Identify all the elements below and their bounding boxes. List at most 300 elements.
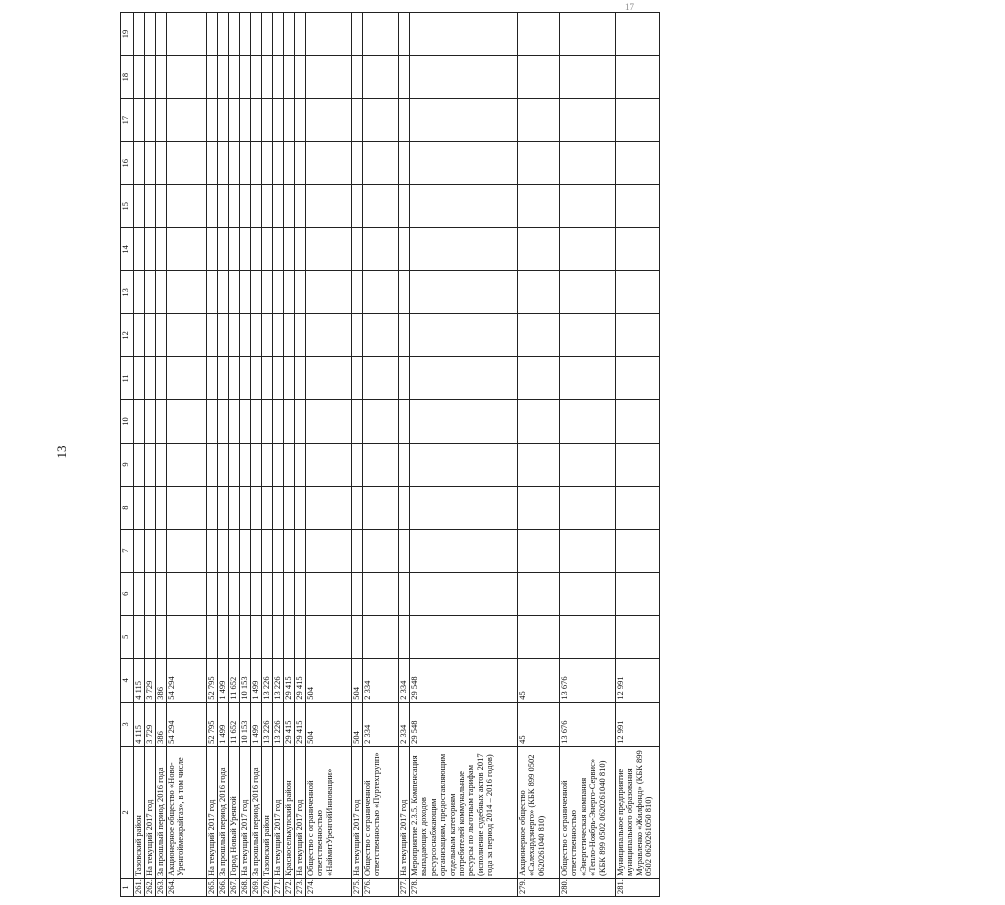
cell-c4: 504 xyxy=(306,658,352,702)
cell-c4: 10 153 xyxy=(240,658,251,702)
cell-empty xyxy=(251,486,262,529)
cell-empty xyxy=(207,228,218,271)
cell-no: 271. xyxy=(273,878,284,896)
cell-empty xyxy=(616,142,660,185)
cell-empty xyxy=(262,142,273,185)
cell-empty xyxy=(156,314,167,357)
column-header: 2 xyxy=(121,746,134,878)
column-header: 19 xyxy=(121,13,134,56)
cell-name: Город Новый Уренгой xyxy=(229,746,240,878)
cell-empty xyxy=(518,529,560,572)
column-header: 11 xyxy=(121,357,134,400)
cell-empty xyxy=(156,13,167,56)
cell-empty xyxy=(273,357,284,400)
cell-name: Общество с ограниченной ответственностью «НаймитУренгойИнновации» xyxy=(306,746,352,878)
cell-name: За прошлый период 2016 года xyxy=(251,746,262,878)
cell-empty xyxy=(218,615,229,658)
cell-empty xyxy=(560,228,616,271)
cell-empty xyxy=(518,400,560,443)
cell-empty xyxy=(167,486,207,529)
cell-empty xyxy=(295,486,306,529)
cell-empty xyxy=(156,142,167,185)
column-header: 9 xyxy=(121,443,134,486)
cell-empty xyxy=(295,357,306,400)
column-header: 4 xyxy=(121,658,134,702)
cell-empty xyxy=(156,357,167,400)
table-row xyxy=(295,13,306,897)
cell-empty xyxy=(240,99,251,142)
cell-empty xyxy=(207,314,218,357)
cell-empty xyxy=(363,486,399,529)
cell-empty xyxy=(616,228,660,271)
table-row xyxy=(251,13,262,897)
rotated-table-wrapper xyxy=(120,12,654,897)
cell-empty xyxy=(240,185,251,228)
cell-empty xyxy=(363,314,399,357)
cell-c3: 54 294 xyxy=(167,702,207,746)
cell-empty xyxy=(352,56,363,99)
cell-name: Тазовский район xyxy=(262,746,273,878)
cell-empty xyxy=(240,357,251,400)
cell-empty xyxy=(284,314,295,357)
column-header: 18 xyxy=(121,56,134,99)
data-table xyxy=(120,12,660,897)
cell-empty xyxy=(167,400,207,443)
column-header: 17 xyxy=(121,99,134,142)
cell-empty xyxy=(518,443,560,486)
cell-name: Тазовский район xyxy=(134,746,145,878)
cell-empty xyxy=(306,228,352,271)
cell-empty xyxy=(218,142,229,185)
column-header: 3 xyxy=(121,702,134,746)
cell-empty xyxy=(262,185,273,228)
cell-empty xyxy=(262,443,273,486)
cell-empty xyxy=(207,529,218,572)
cell-empty xyxy=(352,529,363,572)
cell-empty xyxy=(229,228,240,271)
cell-empty xyxy=(167,529,207,572)
cell-no: 280. xyxy=(560,878,616,896)
cell-empty xyxy=(167,228,207,271)
cell-empty xyxy=(134,529,145,572)
cell-name: На текущий 2017 год xyxy=(352,746,363,878)
cell-empty xyxy=(229,271,240,314)
cell-empty xyxy=(616,572,660,615)
cell-empty xyxy=(295,314,306,357)
cell-empty xyxy=(399,142,410,185)
cell-empty xyxy=(240,13,251,56)
cell-empty xyxy=(251,228,262,271)
cell-empty xyxy=(207,99,218,142)
cell-empty xyxy=(352,400,363,443)
cell-empty xyxy=(218,13,229,56)
cell-empty xyxy=(207,185,218,228)
cell-empty xyxy=(518,56,560,99)
cell-empty xyxy=(240,572,251,615)
cell-empty xyxy=(518,99,560,142)
cell-empty xyxy=(251,400,262,443)
column-header: 14 xyxy=(121,228,134,271)
cell-empty xyxy=(295,271,306,314)
cell-empty xyxy=(229,357,240,400)
cell-name: Акционерное общество «Салехардэнерго» (КБК 899 0502 0620261040 810) xyxy=(518,746,560,878)
cell-c4: 13 676 xyxy=(560,658,616,702)
cell-empty xyxy=(518,13,560,56)
cell-empty xyxy=(240,443,251,486)
cell-c4: 3 729 xyxy=(145,658,156,702)
cell-empty xyxy=(134,572,145,615)
cell-no: 266. xyxy=(218,878,229,896)
cell-empty xyxy=(518,228,560,271)
cell-empty xyxy=(306,271,352,314)
cell-name: За прошлый период 2016 года xyxy=(156,746,167,878)
cell-empty xyxy=(251,314,262,357)
table-row xyxy=(218,13,229,897)
cell-c4: 2 334 xyxy=(363,658,399,702)
cell-empty xyxy=(306,486,352,529)
cell-empty xyxy=(240,529,251,572)
table-sheet xyxy=(120,12,1005,894)
cell-name: На текущий 2017 год xyxy=(207,746,218,878)
cell-name: Акционерное общество «Ново-Уренгоймежрайгаз», в том числе xyxy=(167,746,207,878)
cell-empty xyxy=(363,443,399,486)
cell-empty xyxy=(352,486,363,529)
cell-empty xyxy=(273,615,284,658)
cell-empty xyxy=(518,615,560,658)
cell-empty xyxy=(145,400,156,443)
cell-empty xyxy=(207,486,218,529)
cell-empty xyxy=(284,13,295,56)
cell-empty xyxy=(229,486,240,529)
cell-empty xyxy=(145,56,156,99)
cell-empty xyxy=(156,228,167,271)
cell-no: 278. xyxy=(410,878,518,896)
cell-empty xyxy=(167,142,207,185)
cell-empty xyxy=(134,357,145,400)
cell-empty xyxy=(284,400,295,443)
cell-empty xyxy=(240,615,251,658)
cell-empty xyxy=(218,572,229,615)
table-row xyxy=(156,13,167,897)
cell-c3: 12 991 xyxy=(616,702,660,746)
cell-empty xyxy=(295,529,306,572)
cell-empty xyxy=(134,56,145,99)
cell-empty xyxy=(167,271,207,314)
cell-c3: 504 xyxy=(352,702,363,746)
cell-empty xyxy=(295,142,306,185)
cell-c4: 13 226 xyxy=(273,658,284,702)
cell-empty xyxy=(145,99,156,142)
cell-empty xyxy=(262,314,273,357)
cell-empty xyxy=(145,529,156,572)
cell-c4: 1 499 xyxy=(218,658,229,702)
cell-empty xyxy=(284,142,295,185)
cell-empty xyxy=(306,572,352,615)
cell-no: 277. xyxy=(399,878,410,896)
corner-mark: 17 xyxy=(625,2,634,12)
cell-c4: 4 115 xyxy=(134,658,145,702)
cell-empty xyxy=(251,99,262,142)
cell-no: 279. xyxy=(518,878,560,896)
cell-empty xyxy=(352,271,363,314)
cell-empty xyxy=(145,357,156,400)
cell-empty xyxy=(284,615,295,658)
cell-empty xyxy=(262,271,273,314)
cell-empty xyxy=(306,56,352,99)
cell-c3: 52 795 xyxy=(207,702,218,746)
cell-empty xyxy=(273,271,284,314)
cell-empty xyxy=(156,99,167,142)
cell-empty xyxy=(284,56,295,99)
cell-empty xyxy=(363,99,399,142)
cell-empty xyxy=(273,314,284,357)
cell-c3: 29 548 xyxy=(410,702,518,746)
cell-empty xyxy=(273,572,284,615)
cell-empty xyxy=(207,443,218,486)
cell-empty xyxy=(560,572,616,615)
cell-empty xyxy=(156,615,167,658)
cell-empty xyxy=(363,357,399,400)
cell-empty xyxy=(363,56,399,99)
cell-empty xyxy=(306,314,352,357)
cell-empty xyxy=(284,357,295,400)
cell-empty xyxy=(262,99,273,142)
cell-empty xyxy=(560,271,616,314)
cell-name: Мероприятие 2.3.5. Компенсация выпадающих доходов ресурсоснабжающим организациям, предоставляющим отдельным категориям потребителей коммунальные ресурсы по льготным тарифам (исполнение судебных актов 2017 года за период 2014 – 2016 годов) xyxy=(410,746,518,878)
cell-empty xyxy=(560,486,616,529)
cell-empty xyxy=(218,99,229,142)
cell-empty xyxy=(399,99,410,142)
cell-empty xyxy=(240,56,251,99)
cell-empty xyxy=(145,486,156,529)
column-header: 5 xyxy=(121,615,134,658)
cell-empty xyxy=(518,185,560,228)
cell-empty xyxy=(262,56,273,99)
cell-empty xyxy=(262,615,273,658)
cell-c3: 13 226 xyxy=(262,702,273,746)
column-header: 13 xyxy=(121,271,134,314)
cell-name: Общество с ограниченной ответственностью «Энергетическая компания «Тепло-Ноябрь-Энерго-Сервис» (КБК 899 0502 0620261040 810) xyxy=(560,746,616,878)
cell-empty xyxy=(560,13,616,56)
cell-empty xyxy=(218,271,229,314)
table-row xyxy=(306,13,352,897)
cell-empty xyxy=(273,228,284,271)
cell-c3: 11 652 xyxy=(229,702,240,746)
cell-empty xyxy=(240,486,251,529)
cell-empty xyxy=(218,443,229,486)
cell-empty xyxy=(616,56,660,99)
cell-name: За прошлый период 2016 года xyxy=(218,746,229,878)
cell-empty xyxy=(560,615,616,658)
cell-empty xyxy=(560,400,616,443)
cell-empty xyxy=(560,529,616,572)
cell-empty xyxy=(410,572,518,615)
table-row xyxy=(134,13,145,897)
cell-empty xyxy=(306,357,352,400)
cell-no: 275. xyxy=(352,878,363,896)
cell-empty xyxy=(229,314,240,357)
cell-empty xyxy=(251,357,262,400)
cell-c4: 386 xyxy=(156,658,167,702)
cell-empty xyxy=(410,271,518,314)
cell-empty xyxy=(410,615,518,658)
cell-empty xyxy=(363,185,399,228)
cell-empty xyxy=(229,572,240,615)
cell-empty xyxy=(156,185,167,228)
cell-empty xyxy=(167,99,207,142)
cell-empty xyxy=(262,400,273,443)
cell-empty xyxy=(145,615,156,658)
cell-empty xyxy=(616,400,660,443)
cell-empty xyxy=(156,56,167,99)
cell-empty xyxy=(410,185,518,228)
table-row xyxy=(363,13,399,897)
cell-c4: 54 294 xyxy=(167,658,207,702)
cell-c4: 29 415 xyxy=(295,658,306,702)
cell-empty xyxy=(207,271,218,314)
cell-c3: 1 499 xyxy=(218,702,229,746)
cell-empty xyxy=(167,572,207,615)
cell-empty xyxy=(616,443,660,486)
cell-c4: 45 xyxy=(518,658,560,702)
cell-empty xyxy=(262,228,273,271)
cell-name: На текущий 2017 год xyxy=(240,746,251,878)
column-header: 6 xyxy=(121,572,134,615)
cell-empty xyxy=(229,13,240,56)
cell-empty xyxy=(145,443,156,486)
column-header: 16 xyxy=(121,142,134,185)
cell-no: 270. xyxy=(262,878,273,896)
cell-empty xyxy=(518,357,560,400)
cell-empty xyxy=(262,486,273,529)
cell-empty xyxy=(363,572,399,615)
cell-empty xyxy=(518,314,560,357)
cell-name: На текущий 2017 год xyxy=(273,746,284,878)
cell-empty xyxy=(207,142,218,185)
cell-c3: 386 xyxy=(156,702,167,746)
cell-empty xyxy=(295,572,306,615)
table-row xyxy=(518,13,560,897)
cell-empty xyxy=(273,400,284,443)
cell-empty xyxy=(273,56,284,99)
table-row xyxy=(207,13,218,897)
cell-empty xyxy=(560,142,616,185)
table-row xyxy=(229,13,240,897)
cell-empty xyxy=(134,486,145,529)
cell-no: 263. xyxy=(156,878,167,896)
cell-empty xyxy=(240,271,251,314)
cell-empty xyxy=(218,357,229,400)
cell-empty xyxy=(399,443,410,486)
cell-empty xyxy=(410,56,518,99)
cell-empty xyxy=(399,486,410,529)
cell-c3: 45 xyxy=(518,702,560,746)
cell-empty xyxy=(399,56,410,99)
cell-empty xyxy=(399,13,410,56)
cell-empty xyxy=(218,228,229,271)
cell-c4: 12 991 xyxy=(616,658,660,702)
cell-empty xyxy=(167,56,207,99)
cell-empty xyxy=(240,314,251,357)
cell-no: 268. xyxy=(240,878,251,896)
cell-empty xyxy=(616,13,660,56)
cell-empty xyxy=(134,185,145,228)
cell-empty xyxy=(399,185,410,228)
cell-c3: 4 115 xyxy=(134,702,145,746)
cell-empty xyxy=(145,572,156,615)
table-row xyxy=(167,13,207,897)
cell-empty xyxy=(229,615,240,658)
cell-no: 262. xyxy=(145,878,156,896)
cell-empty xyxy=(167,443,207,486)
table-row xyxy=(410,13,518,897)
table-row xyxy=(145,13,156,897)
cell-empty xyxy=(218,56,229,99)
cell-empty xyxy=(616,271,660,314)
column-header: 8 xyxy=(121,486,134,529)
cell-c3: 10 153 xyxy=(240,702,251,746)
cell-empty xyxy=(410,228,518,271)
cell-empty xyxy=(273,529,284,572)
cell-empty xyxy=(273,99,284,142)
cell-empty xyxy=(229,185,240,228)
cell-no: 281. xyxy=(616,878,660,896)
cell-empty xyxy=(207,400,218,443)
cell-empty xyxy=(410,529,518,572)
table-row xyxy=(273,13,284,897)
cell-c3: 2 334 xyxy=(363,702,399,746)
cell-empty xyxy=(306,529,352,572)
cell-empty xyxy=(616,486,660,529)
cell-empty xyxy=(167,314,207,357)
cell-empty xyxy=(352,99,363,142)
cell-empty xyxy=(295,99,306,142)
cell-empty xyxy=(218,314,229,357)
cell-empty xyxy=(560,99,616,142)
cell-empty xyxy=(145,142,156,185)
cell-empty xyxy=(218,529,229,572)
table-row xyxy=(240,13,251,897)
cell-empty xyxy=(306,13,352,56)
cell-empty xyxy=(399,572,410,615)
cell-empty xyxy=(306,185,352,228)
cell-c3: 13 676 xyxy=(560,702,616,746)
cell-empty xyxy=(284,228,295,271)
cell-empty xyxy=(399,271,410,314)
cell-c3: 3 729 xyxy=(145,702,156,746)
cell-empty xyxy=(363,529,399,572)
cell-empty xyxy=(352,314,363,357)
cell-empty xyxy=(399,615,410,658)
cell-empty xyxy=(145,271,156,314)
cell-empty xyxy=(167,357,207,400)
cell-empty xyxy=(156,271,167,314)
column-header: 1 xyxy=(121,878,134,896)
cell-empty xyxy=(251,142,262,185)
header-row xyxy=(121,13,134,897)
cell-empty xyxy=(145,13,156,56)
cell-empty xyxy=(229,443,240,486)
cell-c4: 2 334 xyxy=(399,658,410,702)
cell-empty xyxy=(145,228,156,271)
cell-empty xyxy=(273,185,284,228)
cell-empty xyxy=(352,228,363,271)
cell-empty xyxy=(560,357,616,400)
cell-no: 272. xyxy=(284,878,295,896)
cell-empty xyxy=(207,357,218,400)
table-row xyxy=(616,13,660,897)
cell-empty xyxy=(207,13,218,56)
